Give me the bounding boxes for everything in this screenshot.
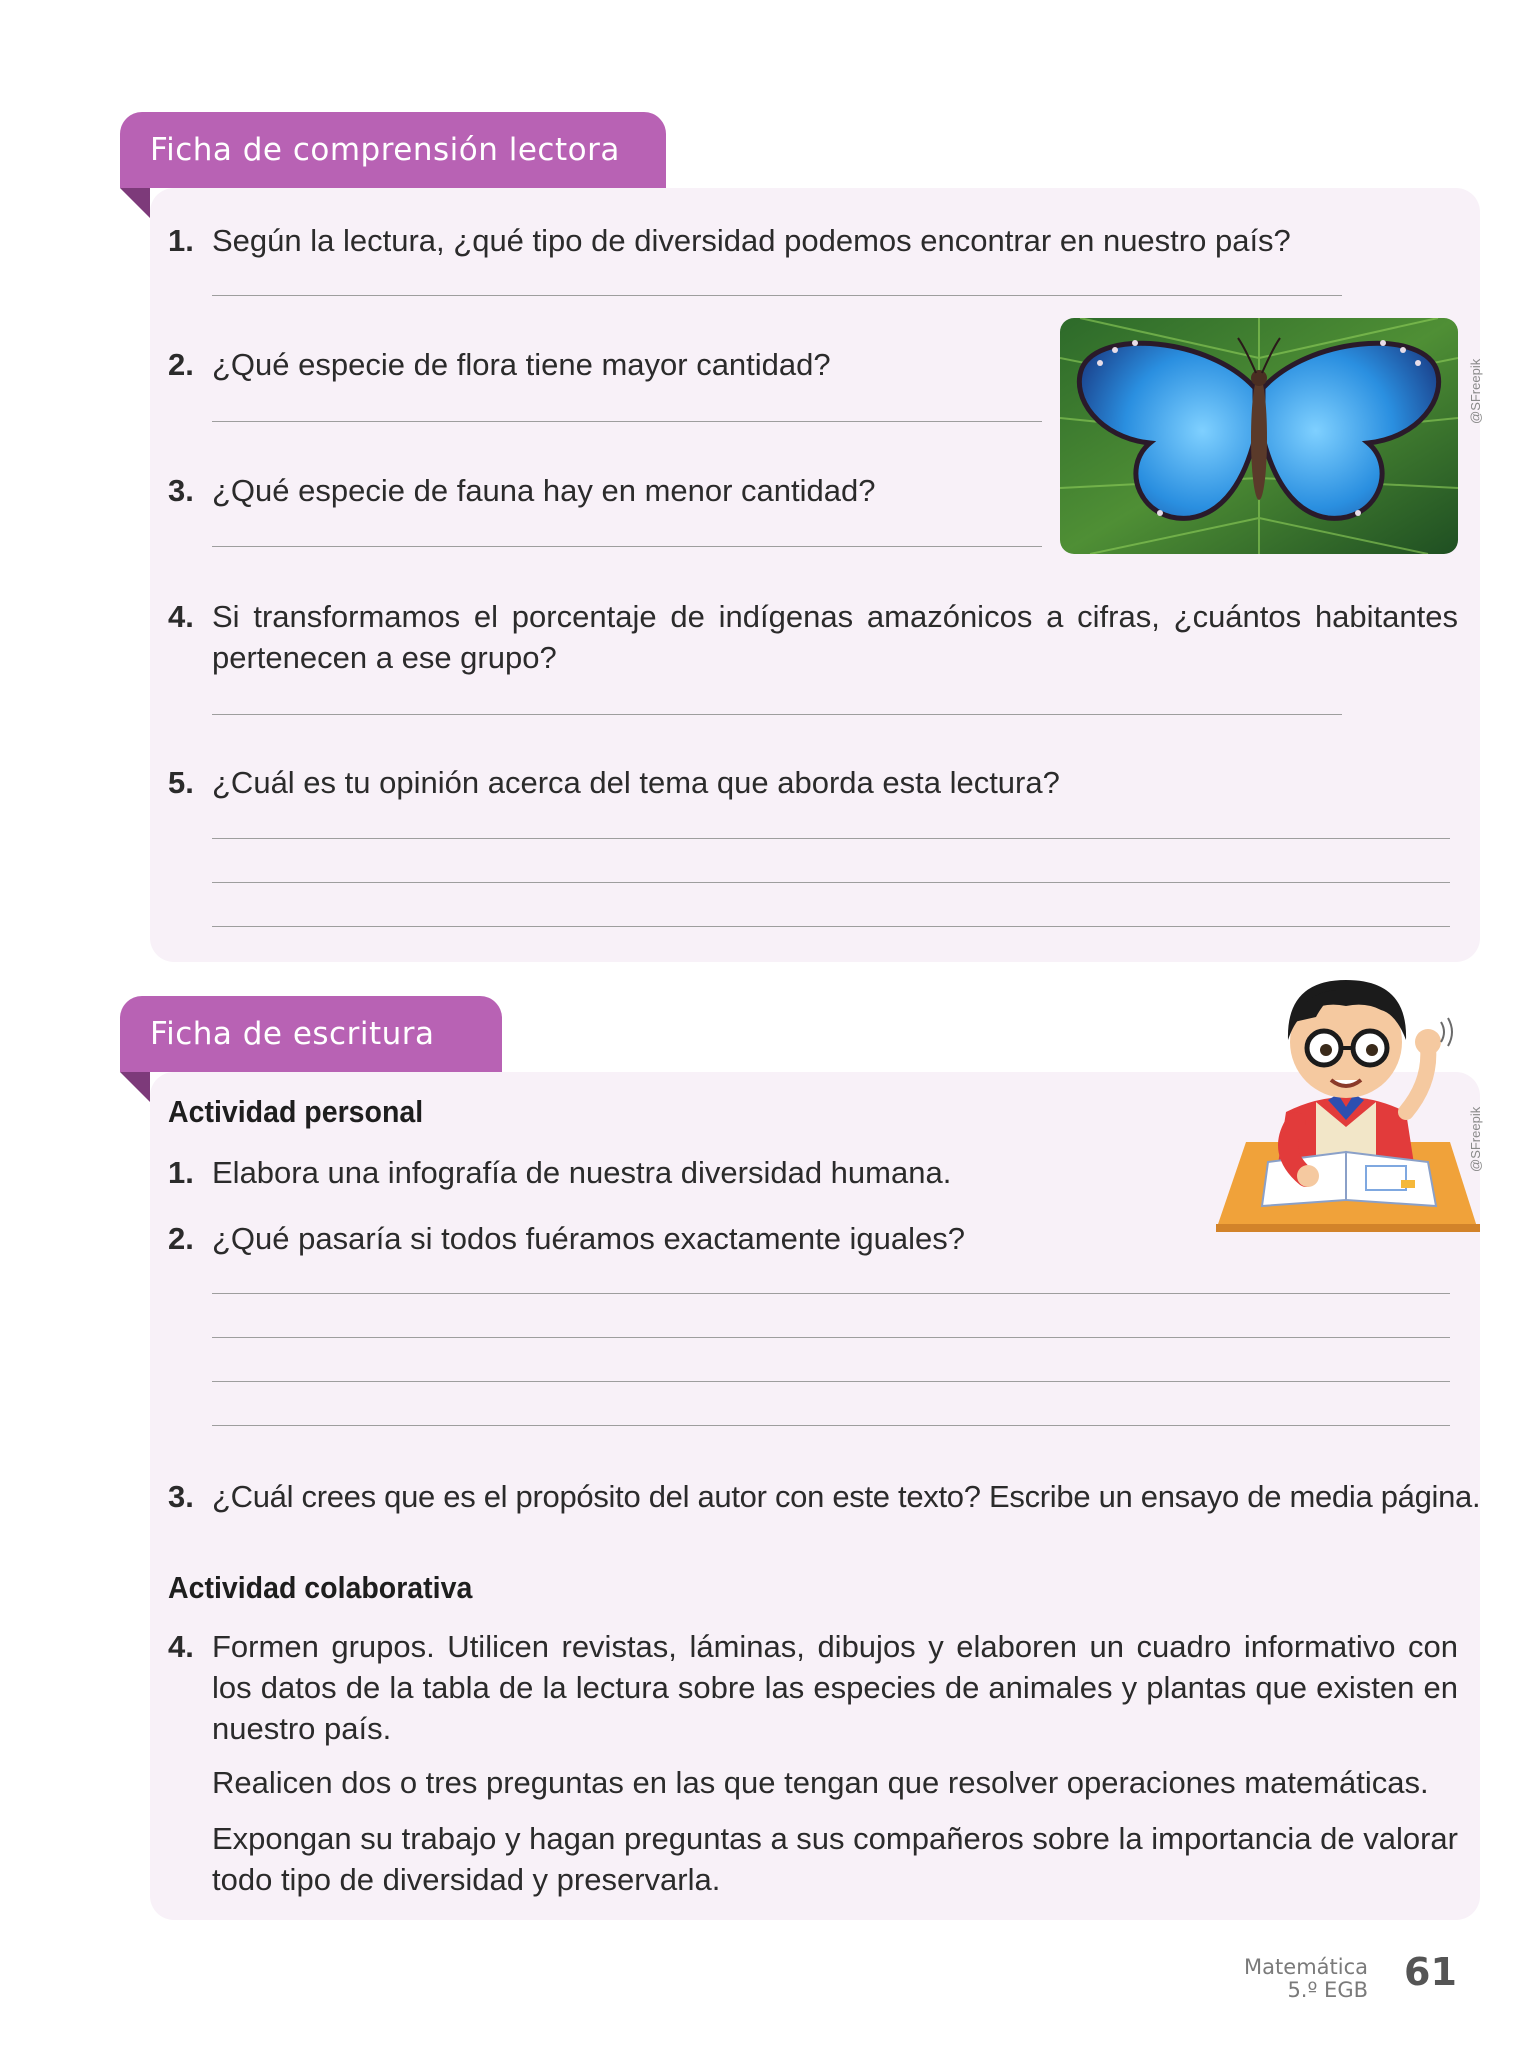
page-number: 61 [1404, 1950, 1457, 1994]
question-text: ¿Qué especie de flora tiene mayor cantidad? [212, 347, 831, 382]
answer-line[interactable] [212, 882, 1450, 883]
question-text: Según la lectura, ¿qué tipo de diversidad podemos encontrar en nuestro país? [212, 223, 1291, 258]
boy-illustration [1216, 962, 1480, 1234]
writing-section-tab [120, 996, 502, 1072]
reading-question-3 [168, 470, 1048, 511]
question-number: 5. [168, 765, 194, 800]
question-number: 3. [168, 1479, 194, 1514]
reading-panel [150, 188, 1480, 962]
answer-line[interactable] [212, 1337, 1450, 1338]
writing-question-1 [168, 1152, 1218, 1193]
writing-question-2 [168, 1218, 1218, 1259]
collaborative-paragraph: Expongan su trabajo y hagan preguntas a sus compañeros sobre la importancia de valorar todo tipo de diversidad y preservarla. [212, 1821, 1458, 1897]
image-credit: @SFreepik [1468, 1106, 1483, 1172]
question-text: ¿Cuál crees que es el propósito del autor con este texto? Escribe un ensayo de media página. [212, 1479, 1481, 1514]
question-number: 3. [168, 473, 194, 508]
answer-line[interactable] [212, 926, 1450, 927]
image-credit: @SFreepik [1468, 358, 1483, 424]
writing-question-3 [168, 1476, 1481, 1517]
question-text: Si transformamos el porcentaje de indígenas amazónicos a cifras, ¿cuántos habitantes pertenecen a ese grupo? [212, 599, 1458, 675]
question-number: 4. [168, 599, 194, 634]
question-number: 1. [168, 1155, 194, 1190]
grade-level: 5.º EGB [1287, 1978, 1368, 2002]
footer-subject [1244, 1956, 1368, 2002]
reading-question-4 [168, 596, 1458, 678]
question-text: Formen grupos. Utilicen revistas, láminas, dibujos y elaboren un cuadro informativo con los datos de la tabla de la lectura sobre las especies de animales y plantas que existen en nuestro país. [212, 1629, 1458, 1746]
answer-line[interactable] [212, 1381, 1450, 1382]
question-number: 1. [168, 223, 194, 258]
subject-name: Matemática [1244, 1955, 1368, 1979]
tab-fold [120, 188, 150, 218]
writing-section-title: Ficha de escritura [150, 1016, 435, 1052]
answer-line[interactable] [212, 1425, 1450, 1426]
collaborative-paragraph: Realicen dos o tres preguntas en las que tengan que resolver operaciones matemáticas. [212, 1765, 1429, 1800]
collaborative-activity-heading: Actividad colaborativa [168, 1570, 473, 1605]
answer-line[interactable] [212, 421, 1042, 422]
answer-line[interactable] [212, 838, 1450, 839]
answer-line[interactable] [212, 295, 1342, 296]
reading-section-title: Ficha de comprensión lectora [150, 132, 620, 168]
collaborative-item-4 [168, 1626, 1458, 1749]
reading-question-1 [168, 220, 1458, 261]
butterfly-image [1060, 318, 1458, 554]
personal-activity-heading: Actividad personal [168, 1094, 424, 1129]
tab-fold [120, 1072, 150, 1102]
answer-line[interactable] [212, 714, 1342, 715]
reading-section-tab [120, 112, 666, 188]
question-number: 4. [168, 1629, 194, 1664]
question-number: 2. [168, 347, 194, 382]
question-text: Elabora una infografía de nuestra diversidad humana. [212, 1155, 952, 1190]
question-text: ¿Qué especie de fauna hay en menor cantidad? [212, 473, 876, 508]
answer-line[interactable] [212, 1293, 1450, 1294]
reading-question-2 [168, 344, 1048, 385]
question-text: ¿Qué pasaría si todos fuéramos exactamente iguales? [212, 1221, 966, 1256]
question-number: 2. [168, 1221, 194, 1256]
question-text: ¿Cuál es tu opinión acerca del tema que aborda esta lectura? [212, 765, 1060, 800]
reading-question-5 [168, 762, 1458, 803]
answer-line[interactable] [212, 546, 1042, 547]
